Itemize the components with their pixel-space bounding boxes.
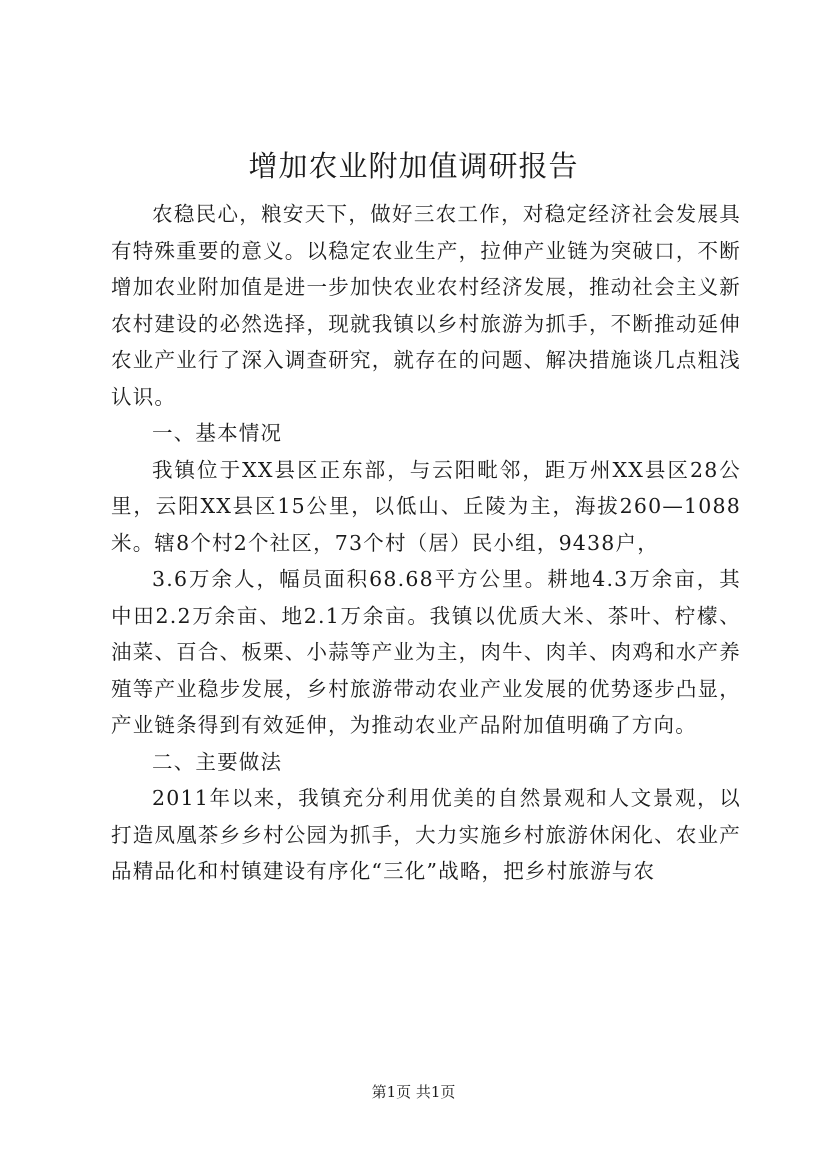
- section-heading-basic-situation: 一、基本情况: [152, 421, 283, 445]
- document-body: [111, 196, 741, 890]
- page-footer: 第1页 共1页: [371, 1083, 456, 1101]
- paragraph-intro: 农稳民心，粮安天下，做好三农工作，对稳定经济社会发展具有特殊重要的意义。以稳定农业生产，拉伸产业链为突破口，不断增加农业附加值是进一步加快农业农村经济发展，推动社会主义新农村建设的必然选择，现就我镇以乡村旅游为抓手，不断推动延伸农业产业行了深入调查研究，就存在的问题、解决措施谈几点粗浅认识。: [111, 202, 741, 409]
- paragraph-location: 我镇位于XX县区正东部，与云阳毗邻，距万州XX县区28公里，云阳XX县区15公里，以低山、丘陵为主，海拔260—1088米。辖8个村2个社区，73个村（居）民小组，9438户，: [111, 457, 741, 555]
- document-title: 增加农业附加值调研报告: [248, 149, 579, 183]
- section-heading-main-practices: 二、主要做法: [152, 749, 283, 774]
- paragraph-practices: 2011年以来，我镇充分利用优美的自然景观和人文景观，以打造凤凰茶乡乡村公园为抓手，大力实施乡村旅游休闲化、农业产品精品化和村镇建设有序化“三化”战略，把乡村旅游与农: [111, 786, 741, 883]
- paragraph-population: 3.6万余人，幅员面积68.68平方公里。耕地4.3万余亩，其中田2.2万余亩、地2.1万余亩。我镇以优质大米、茶叶、柠檬、油菜、百合、板栗、小蒜等产业为主，肉牛、肉羊、肉鸡和水产养殖等产业稳步发展，乡村旅游带动农业产业发展的优势逐步凸显，产业链条得到有效延伸，为推动农业产品附加值明确了方向。: [111, 567, 741, 737]
